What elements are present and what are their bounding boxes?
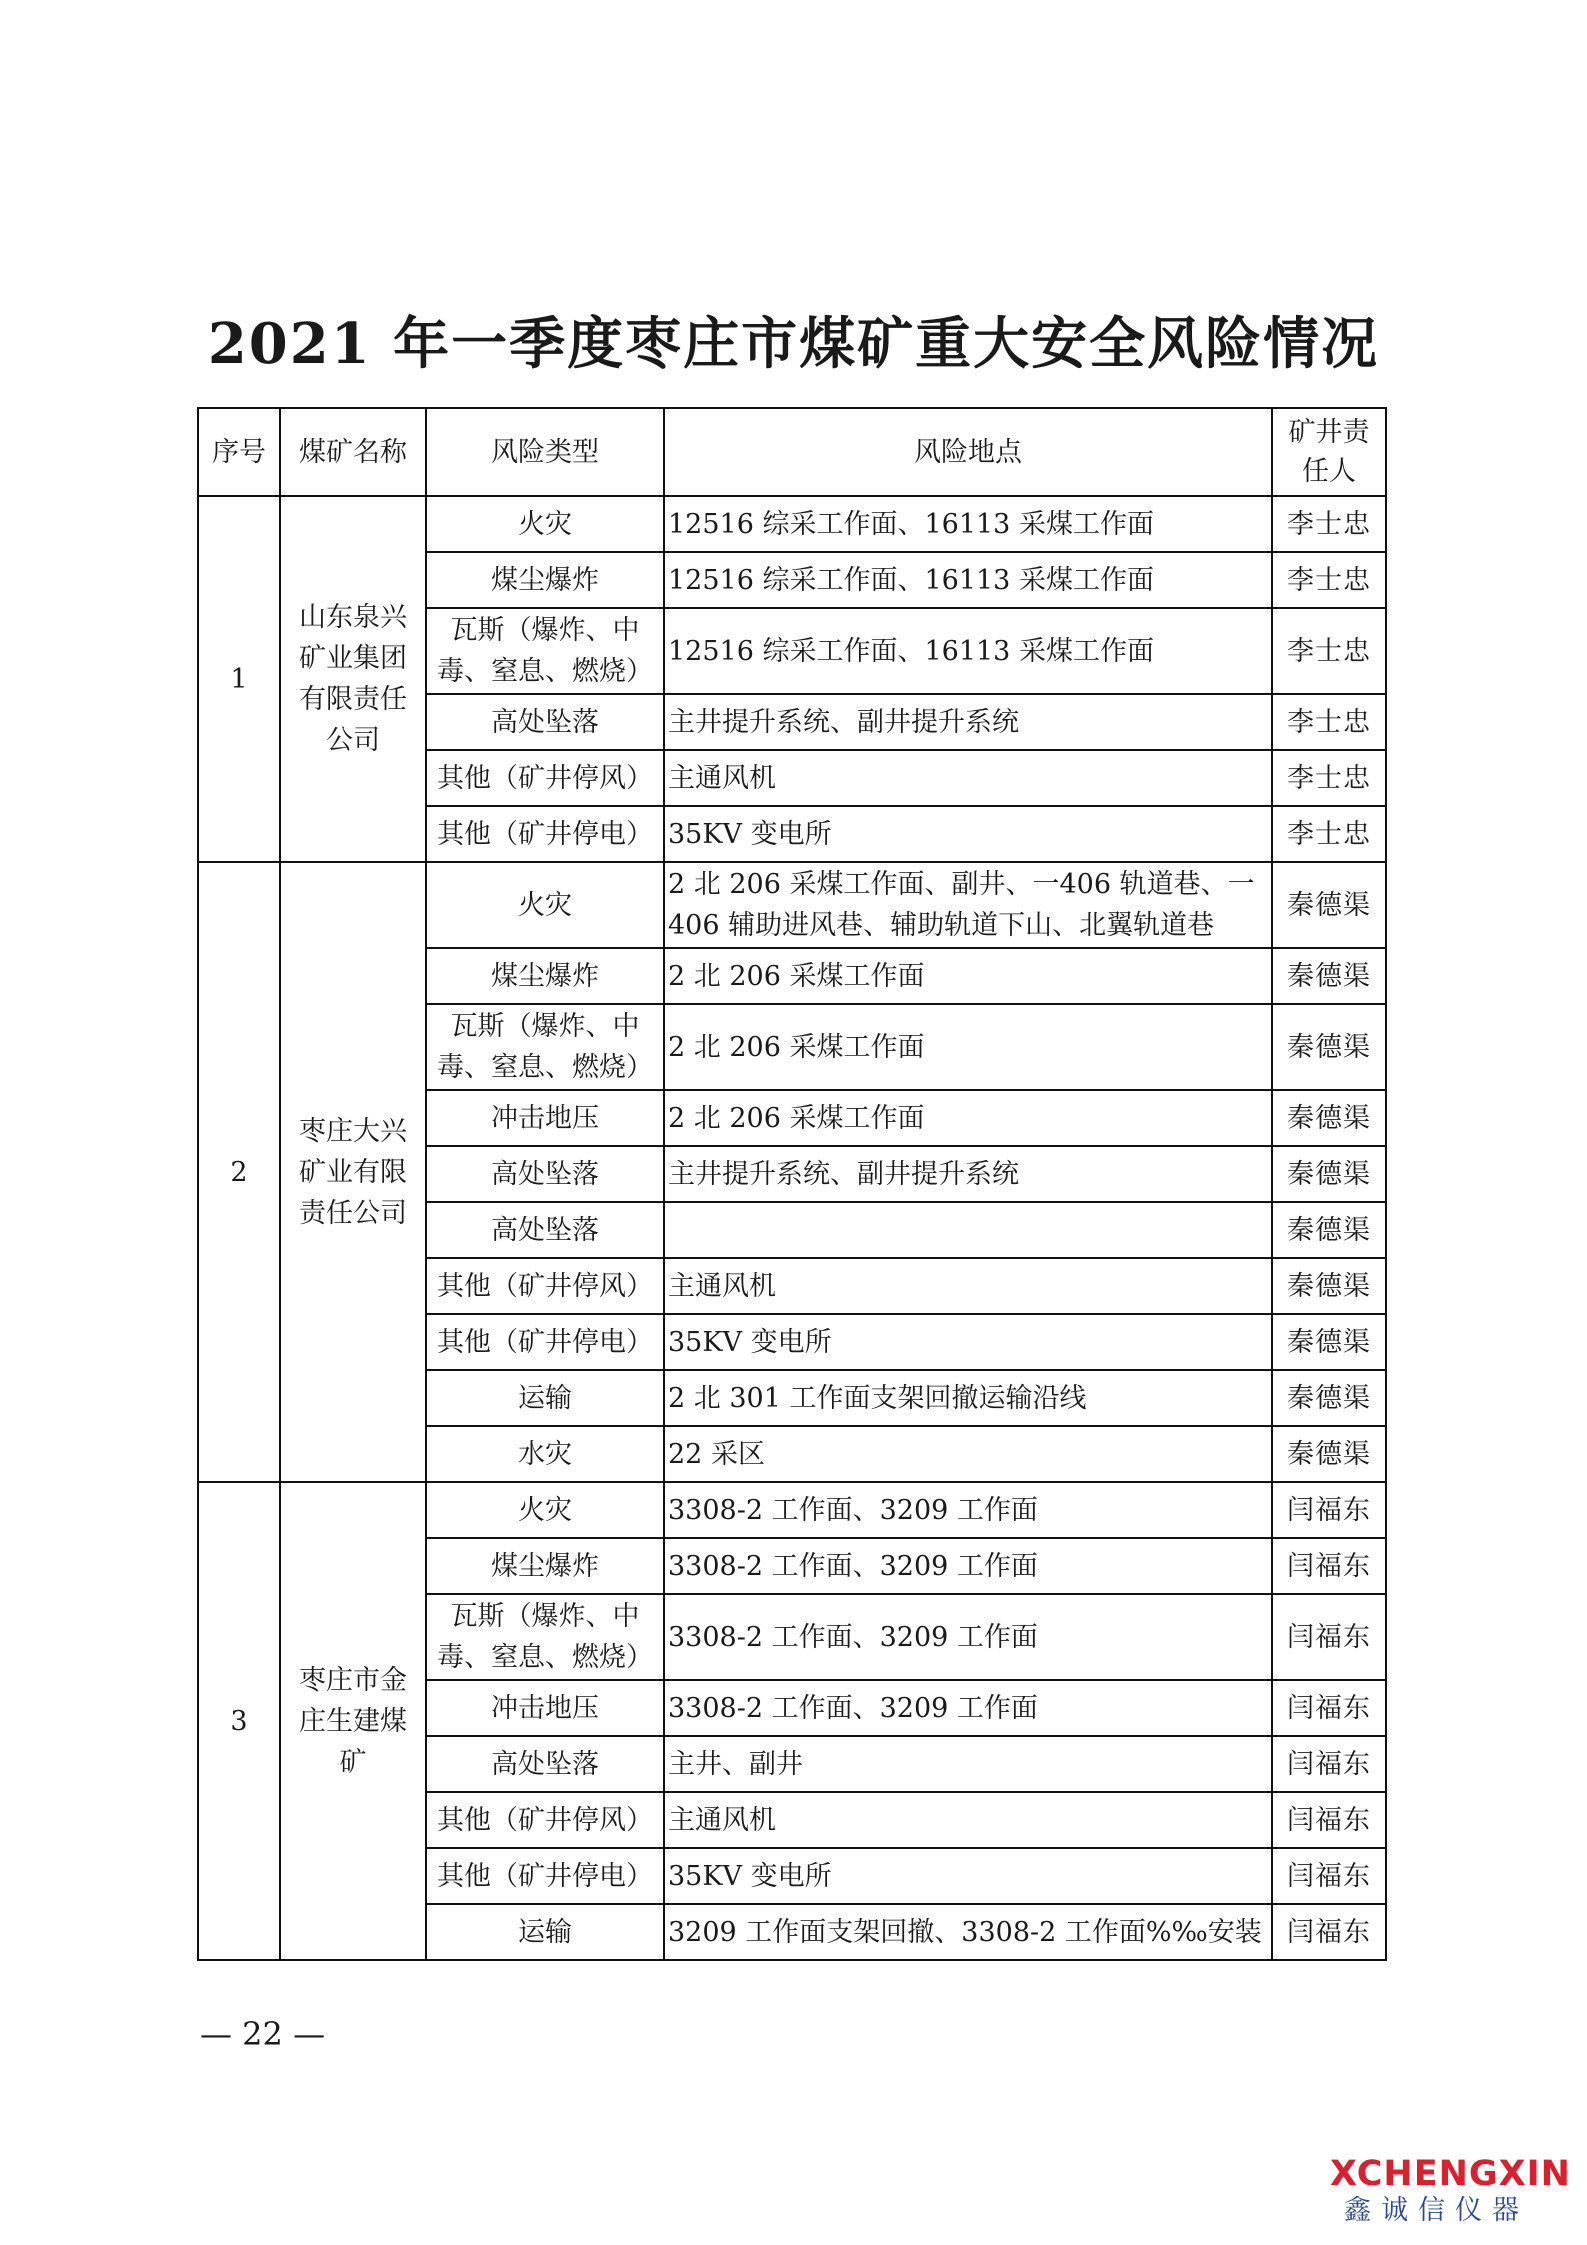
responsible-person: 闫福东 xyxy=(1272,1482,1386,1538)
responsible-person: 秦德渠 xyxy=(1272,1146,1386,1202)
risk-type: 水灾 xyxy=(426,1426,664,1482)
header-person: 矿井责任人 xyxy=(1272,408,1386,496)
risk-type: 其他（矿井停风） xyxy=(426,750,664,806)
risk-location: 3308-2 工作面、3209 工作面 xyxy=(664,1482,1272,1538)
risk-type: 其他（矿井停电） xyxy=(426,1848,664,1904)
risk-type: 其他（矿井停风） xyxy=(426,1258,664,1314)
risk-location: 12516 综采工作面、16113 采煤工作面 xyxy=(664,496,1272,552)
header-location: 风险地点 xyxy=(664,408,1272,496)
responsible-person: 秦德渠 xyxy=(1272,1004,1386,1090)
risk-location: 3308-2 工作面、3209 工作面 xyxy=(664,1680,1272,1736)
risk-type: 运输 xyxy=(426,1904,664,1960)
mine-name: 枣庄市金庄生建煤矿 xyxy=(280,1482,426,1960)
responsible-person: 闫福东 xyxy=(1272,1736,1386,1792)
risk-type: 高处坠落 xyxy=(426,1202,664,1258)
risk-type: 高处坠落 xyxy=(426,1146,664,1202)
risk-location: 主通风机 xyxy=(664,1792,1272,1848)
row-number: 3 xyxy=(198,1482,280,1960)
responsible-person: 李士忠 xyxy=(1272,496,1386,552)
risk-type: 高处坠落 xyxy=(426,694,664,750)
responsible-person: 秦德渠 xyxy=(1272,862,1386,948)
mine-name: 枣庄大兴矿业有限责任公司 xyxy=(280,862,426,1482)
risk-type: 煤尘爆炸 xyxy=(426,948,664,1004)
risk-type: 火灾 xyxy=(426,1482,664,1538)
risk-type: 冲击地压 xyxy=(426,1090,664,1146)
brand-logo xyxy=(1330,2155,1580,2240)
table-body xyxy=(198,496,1386,1960)
responsible-person: 李士忠 xyxy=(1272,608,1386,694)
risk-type: 火灾 xyxy=(426,496,664,552)
logo-subtitle: 鑫诚信仪器 xyxy=(1344,2195,1529,2226)
responsible-person: 闫福东 xyxy=(1272,1538,1386,1594)
logo-wordmark: XCHENGXIN xyxy=(1330,2154,1571,2194)
risk-location: 3308-2 工作面、3209 工作面 xyxy=(664,1594,1272,1680)
responsible-person: 闫福东 xyxy=(1272,1594,1386,1680)
responsible-person: 李士忠 xyxy=(1272,694,1386,750)
risk-type: 其他（矿井停风） xyxy=(426,1792,664,1848)
table-row xyxy=(198,496,1386,552)
risk-location: 2 北 206 采煤工作面 xyxy=(664,1090,1272,1146)
risk-location: 35KV 变电所 xyxy=(664,806,1272,862)
risk-location: 主井提升系统、副井提升系统 xyxy=(664,694,1272,750)
risk-location: 主通风机 xyxy=(664,1258,1272,1314)
risk-type: 火灾 xyxy=(426,862,664,948)
risk-type: 煤尘爆炸 xyxy=(426,552,664,608)
risk-type: 高处坠落 xyxy=(426,1736,664,1792)
risk-location: 35KV 变电所 xyxy=(664,1848,1272,1904)
risk-type: 瓦斯（爆炸、中毒、窒息、燃烧） xyxy=(426,608,664,694)
responsible-person: 闫福东 xyxy=(1272,1848,1386,1904)
responsible-person: 李士忠 xyxy=(1272,806,1386,862)
risk-location: 12516 综采工作面、16113 采煤工作面 xyxy=(664,552,1272,608)
table-header-row xyxy=(198,408,1386,496)
document-title: 2021 年一季度枣庄市煤矿重大安全风险情况 xyxy=(207,311,1380,377)
responsible-person: 闫福东 xyxy=(1272,1904,1386,1960)
risk-location: 12516 综采工作面、16113 采煤工作面 xyxy=(664,608,1272,694)
responsible-person: 秦德渠 xyxy=(1272,1258,1386,1314)
risk-location: 2 北 206 采煤工作面 xyxy=(664,1004,1272,1090)
responsible-person: 秦德渠 xyxy=(1272,1426,1386,1482)
responsible-person: 秦德渠 xyxy=(1272,1202,1386,1258)
table-row xyxy=(198,862,1386,948)
risk-type: 瓦斯（爆炸、中毒、窒息、燃烧） xyxy=(426,1594,664,1680)
responsible-person: 秦德渠 xyxy=(1272,1370,1386,1426)
risk-type: 其他（矿井停电） xyxy=(426,1314,664,1370)
risk-location: 3209 工作面支架回撤、3308-2 工作面%‰安装 xyxy=(664,1904,1272,1960)
responsible-person: 秦德渠 xyxy=(1272,948,1386,1004)
risk-location: 2 北 301 工作面支架回撤运输沿线 xyxy=(664,1370,1272,1426)
risk-type: 其他（矿井停电） xyxy=(426,806,664,862)
risk-location: 主井、副井 xyxy=(664,1736,1272,1792)
responsible-person: 李士忠 xyxy=(1272,750,1386,806)
risk-table xyxy=(197,407,1387,1961)
risk-location: 主通风机 xyxy=(664,750,1272,806)
risk-location xyxy=(664,1202,1272,1258)
risk-type: 运输 xyxy=(426,1370,664,1426)
risk-location: 2 北 206 采煤工作面、副井、一406 轨道巷、一406 辅助进风巷、辅助轨道下山、北翼轨道巷 xyxy=(664,862,1272,948)
page-number: — 22 — xyxy=(200,2015,326,2053)
risk-type: 煤尘爆炸 xyxy=(426,1538,664,1594)
responsible-person: 秦德渠 xyxy=(1272,1314,1386,1370)
risk-location: 主井提升系统、副井提升系统 xyxy=(664,1146,1272,1202)
header-mine: 煤矿名称 xyxy=(280,408,426,496)
risk-location: 2 北 206 采煤工作面 xyxy=(664,948,1272,1004)
responsible-person: 李士忠 xyxy=(1272,552,1386,608)
row-number: 2 xyxy=(198,862,280,1482)
mine-name: 山东泉兴矿业集团有限责任公司 xyxy=(280,496,426,862)
risk-location: 35KV 变电所 xyxy=(664,1314,1272,1370)
header-no: 序号 xyxy=(198,408,280,496)
risk-type: 冲击地压 xyxy=(426,1680,664,1736)
row-number: 1 xyxy=(198,496,280,862)
header-type: 风险类型 xyxy=(426,408,664,496)
risk-type: 瓦斯（爆炸、中毒、窒息、燃烧） xyxy=(426,1004,664,1090)
responsible-person: 闫福东 xyxy=(1272,1680,1386,1736)
responsible-person: 闫福东 xyxy=(1272,1792,1386,1848)
risk-location: 22 采区 xyxy=(664,1426,1272,1482)
table-row xyxy=(198,1482,1386,1538)
responsible-person: 秦德渠 xyxy=(1272,1090,1386,1146)
risk-location: 3308-2 工作面、3209 工作面 xyxy=(664,1538,1272,1594)
